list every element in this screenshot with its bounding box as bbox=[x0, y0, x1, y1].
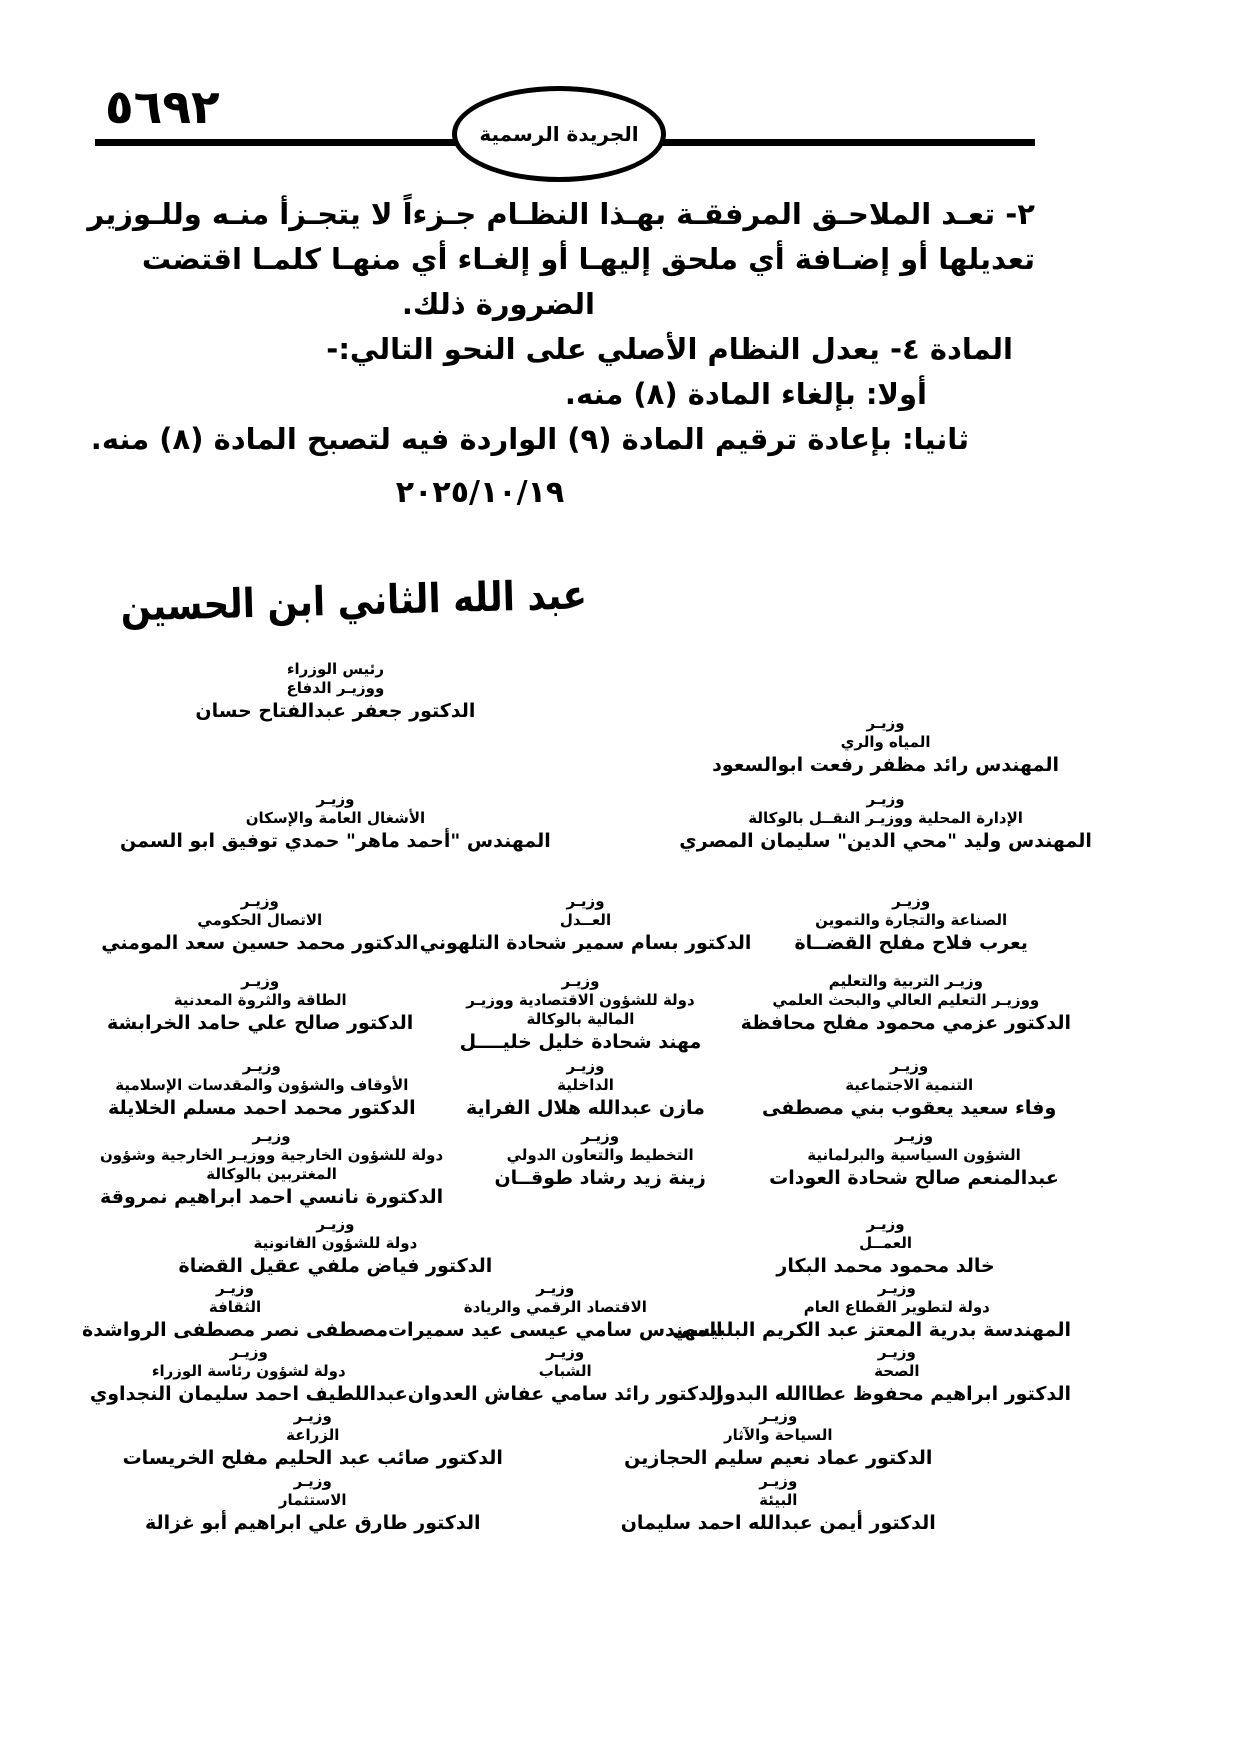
minister-name: الدكتور رائد سامي عفاش العدوان bbox=[407, 1383, 723, 1405]
minister-title-line: ووزيـر التعليم العالي والبحث العلمي bbox=[772, 991, 1040, 1009]
minister-title-line: البيئة bbox=[759, 1491, 798, 1509]
minister-title-line: وزيـر bbox=[240, 892, 279, 910]
minister-title-line: التنمية الاجتماعية bbox=[845, 1076, 974, 1094]
ministers-row bbox=[0, 790, 1241, 854]
body-line: الضرورة ذلك. bbox=[401, 286, 595, 321]
minister-entry bbox=[80, 1407, 546, 1471]
minister-entry bbox=[424, 1057, 748, 1121]
minister-title-line: دولة للشؤون الاقتصادية ووزيـر bbox=[466, 991, 695, 1009]
royal-signature: عبد الله الثاني ابن الحسين bbox=[119, 572, 588, 631]
minister-name: مصطفى نصر مصطفى الرواشدة bbox=[81, 1319, 388, 1341]
minister-name: المهندس رائد مظفر رفعت ابوالسعود bbox=[712, 754, 1059, 776]
ministers-list bbox=[0, 660, 1241, 1536]
ministers-row bbox=[0, 660, 1241, 778]
ministers-row bbox=[0, 1472, 1241, 1536]
minister-title-line: الاتصال الحكومي bbox=[197, 911, 323, 929]
minister-title-line: دولة لشؤون رئاسة الوزراء bbox=[151, 1362, 346, 1380]
minister-entry bbox=[751, 892, 1071, 956]
ministers-row bbox=[0, 1279, 1241, 1343]
body-line: تعديلها أو إضـافة أي ملحق إليهـا أو إلغـاء أي منهـا كلمـا اقتضت bbox=[141, 241, 1035, 276]
minister-title-line: وزيـر bbox=[241, 972, 280, 990]
minister-entry bbox=[80, 790, 591, 854]
minister-entry bbox=[388, 1279, 723, 1343]
minister-name: يعرب فلاح مفلح القضــاة bbox=[794, 932, 1028, 954]
minister-name: الدكتور محمد حسين سعد المومني bbox=[101, 932, 419, 954]
minister-entry bbox=[420, 972, 740, 1055]
minister-name: عبداللطيف احمد سليمان النجداوي bbox=[89, 1383, 408, 1405]
minister-title-line: وزيـر bbox=[316, 1215, 355, 1233]
minister-title-line: الاستثمار bbox=[278, 1491, 347, 1509]
minister-entry bbox=[747, 1057, 1071, 1121]
minister-entry bbox=[672, 1279, 1071, 1343]
minister-title-line: وزيـر bbox=[581, 1127, 620, 1145]
minister-title-line: وزيـر bbox=[546, 1343, 585, 1361]
minister-title-line: الداخلية bbox=[557, 1076, 614, 1094]
minister-title-line: رئيس الوزراء bbox=[286, 660, 384, 678]
minister-title-line: وزيـر bbox=[561, 972, 600, 990]
minister-title-line: وزيـر bbox=[759, 1472, 798, 1490]
minister-entry bbox=[630, 714, 1141, 778]
minister-title-line: الثقافة bbox=[208, 1298, 262, 1316]
minister-title-line: وزيـر bbox=[866, 1215, 905, 1233]
minister-name: الدكتور محمد احمد مسلم الخلايلة bbox=[107, 1097, 416, 1119]
minister-name: المهندسة بدرية المعتز عبد الكريم البلبيسي bbox=[672, 1319, 1071, 1341]
minister-title-line: وزيـر bbox=[566, 1057, 605, 1075]
minister-title-line: وزيـر bbox=[293, 1472, 332, 1490]
minister-title-line: الإدارة المحلية ووزيـر النقــل بالوكالة bbox=[748, 809, 1023, 827]
minister-name: المهندس وليد "محي الدين" سليمان المصري bbox=[679, 830, 1092, 852]
ministers-row bbox=[0, 1407, 1241, 1471]
minister-title-line: وزيـر bbox=[316, 790, 355, 808]
minister-title-line: وزيـر التربية والتعليم bbox=[828, 972, 983, 990]
minister-title-line: وزيـر bbox=[892, 892, 931, 910]
ministers-row bbox=[0, 1343, 1241, 1407]
minister-name: الدكتور جعفر عبدالفتاح حسان bbox=[195, 700, 476, 722]
page-header bbox=[0, 0, 1241, 190]
ministers-row bbox=[0, 1057, 1241, 1121]
minister-entry bbox=[80, 1215, 591, 1279]
minister-title-line: العمــل bbox=[859, 1234, 913, 1252]
minister-name: الدكتور صالح علي حامد الخرابشة bbox=[107, 1012, 414, 1034]
minister-title-line: وزيـر bbox=[877, 1279, 916, 1297]
minister-name: الدكتور عماد نعيم سليم الحجازين bbox=[624, 1447, 933, 1469]
minister-entry bbox=[546, 1407, 1012, 1471]
body-line: ٢- تعـد الملاحـق المرفقـة بهـذا النظـام جـزءاً لا يتجـزأ منـه وللـوزير bbox=[87, 197, 1035, 231]
ministers-row bbox=[0, 892, 1241, 956]
gazette-badge bbox=[452, 86, 666, 182]
minister-title-line: الأشغال العامة والإسكان bbox=[245, 809, 426, 827]
minister-title-line: وزيـر bbox=[866, 790, 905, 808]
minister-entry bbox=[408, 1343, 723, 1407]
minister-title-line: دولة لتطوير القطاع العام bbox=[803, 1298, 990, 1316]
minister-entry bbox=[100, 892, 420, 956]
minister-entry bbox=[100, 972, 420, 1036]
minister-entry bbox=[757, 1127, 1071, 1191]
minister-title-line: المغتربين بالوكالة bbox=[206, 1165, 337, 1183]
minister-title-line: ووزيـر الدفاع bbox=[286, 679, 385, 697]
ministers-row bbox=[0, 1127, 1241, 1210]
minister-name: المهندس سامي عيسى عيد سميرات bbox=[387, 1319, 723, 1341]
minister-title-line: العــدل bbox=[559, 911, 612, 929]
minister-title-line: وزيـر bbox=[252, 1127, 291, 1145]
minister-name: الدكتور ابراهيم محفوظ عطاالله البدور bbox=[713, 1383, 1071, 1405]
minister-title-line: الشؤون السياسية والبرلمانية bbox=[807, 1146, 1021, 1164]
minister-title-line: الزراعة bbox=[286, 1426, 340, 1444]
minister-entry bbox=[741, 972, 1071, 1036]
body-line-second-clause: ثانيا: بإعادة ترقيم المادة (٩) الواردة فيه لتصبح المادة (٨) منه. bbox=[90, 421, 969, 456]
minister-title-line: السياحة والآثار bbox=[724, 1426, 833, 1444]
minister-title-line: دولة للشؤون الخارجية ووزيـر الخارجية وشؤون bbox=[100, 1146, 444, 1164]
minister-title-line: الشباب bbox=[538, 1362, 592, 1380]
body-line-article-4: المادة ٤- يعدل النظام الأصلي على النحو التالي:- bbox=[326, 331, 1013, 366]
minister-title-line: وزيـر bbox=[890, 1057, 929, 1075]
minister-title-line: وزيـر bbox=[229, 1343, 268, 1361]
minister-entry bbox=[443, 1127, 757, 1191]
minister-title-line: وزيـر bbox=[536, 1279, 575, 1297]
minister-name: زينة زيد رشاد طوقــان bbox=[494, 1167, 706, 1189]
promulgation-date: ٢٠٢٥/١٠/١٩ bbox=[395, 475, 565, 510]
minister-title-line: المياه والري bbox=[840, 733, 931, 751]
minister-entry bbox=[100, 1127, 443, 1210]
minister-entry bbox=[82, 1279, 388, 1343]
minister-entry bbox=[713, 1343, 1071, 1407]
minister-name: الدكتور عزمي محمود مفلح محافظة bbox=[740, 1012, 1071, 1034]
minister-title-line: وزيـر bbox=[759, 1407, 798, 1425]
minister-title-line: وزيـر bbox=[895, 1127, 934, 1145]
minister-title-line: المالية بالوكالة bbox=[526, 1010, 635, 1028]
minister-title-line: وزيـر bbox=[866, 714, 905, 732]
minister-entry bbox=[630, 790, 1141, 854]
minister-title-line: وزيـر bbox=[877, 1343, 916, 1361]
minister-name: الدكتور طارق علي ابراهيم أبو غزالة bbox=[144, 1512, 481, 1534]
minister-entry bbox=[100, 1057, 424, 1121]
minister-title-line: الاقتصاد الرقمي والريادة bbox=[463, 1298, 647, 1316]
minister-title-line: التخطيط والتعاون الدولي bbox=[506, 1146, 694, 1164]
minister-entry bbox=[80, 660, 591, 724]
minister-name: الدكتور فياض ملفي عقيل القضاة bbox=[178, 1255, 493, 1277]
minister-name: خالد محمود محمد البكار bbox=[776, 1255, 995, 1277]
minister-name: وفاء سعيد يعقوب بني مصطفى bbox=[762, 1097, 1057, 1119]
gazette-title: الجريدة الرسمية bbox=[479, 122, 639, 146]
minister-title-line: وزيـر bbox=[215, 1279, 254, 1297]
minister-title-line: الصناعة والتجارة والتموين bbox=[815, 911, 1008, 929]
minister-entry bbox=[546, 1472, 1012, 1536]
minister-name: الدكتورة نانسي احمد ابراهيم نمروقة bbox=[100, 1186, 444, 1208]
minister-title-line: الصحة bbox=[874, 1362, 920, 1380]
page-number: ٥٦٩٢ bbox=[105, 80, 220, 135]
ministers-row bbox=[0, 1215, 1241, 1279]
minister-title-line: الطاقة والثروة المعدنية bbox=[173, 991, 347, 1009]
minister-entry bbox=[630, 1215, 1141, 1279]
minister-name: مهند شحادة خليل خليــــل bbox=[459, 1031, 702, 1053]
body-line-first-clause: أولا: بإلغاء المادة (٨) منه. bbox=[564, 376, 927, 411]
decree-body bbox=[87, 192, 1035, 462]
minister-name: الدكتور أيمن عبدالله احمد سليمان bbox=[620, 1512, 936, 1534]
minister-name: الدكتور صائب عبد الحليم مفلح الخريسات bbox=[122, 1447, 503, 1469]
minister-title-line: وزيـر bbox=[566, 892, 605, 910]
minister-title-line: الأوقاف والشؤون والمقدسات الإسلامية bbox=[115, 1076, 409, 1094]
minister-entry bbox=[90, 1343, 408, 1407]
minister-name: مازن عبدالله هلال الفراية bbox=[466, 1097, 705, 1119]
minister-title-line: وزيـر bbox=[293, 1407, 332, 1425]
minister-entry bbox=[420, 892, 752, 956]
minister-entry bbox=[80, 1472, 546, 1536]
minister-name: عبدالمنعم صالح شحادة العودات bbox=[769, 1167, 1059, 1189]
minister-name: الدكتور بسام سمير شحادة التلهوني bbox=[419, 932, 752, 954]
minister-title-line: وزيـر bbox=[242, 1057, 281, 1075]
minister-name: المهندس "أحمد ماهر" حمدي توفيق ابو السمن bbox=[120, 830, 551, 852]
ministers-row bbox=[0, 972, 1241, 1055]
minister-title-line: دولة للشؤون القانونية bbox=[253, 1234, 418, 1252]
